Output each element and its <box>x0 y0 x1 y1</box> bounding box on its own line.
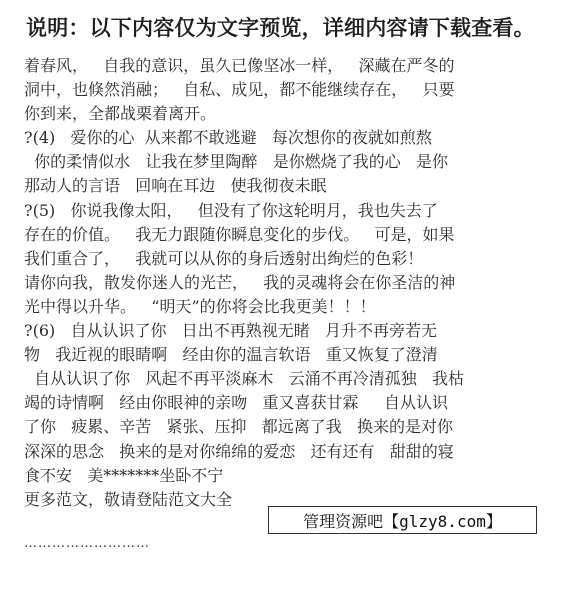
text-line: 物 我近视的眼睛啊 经由你的温言软语 重又恢复了澄清 <box>24 345 438 365</box>
text-line: 食不安 美*******坐卧不宁 <box>24 465 224 485</box>
text-line: 竭的诗情啊 经由你眼神的亲吻 重又喜获甘霖 自从认识 <box>24 393 448 413</box>
document-body <box>24 54 554 512</box>
text-line: 光中得以升华。 “明天”的你将会比我更美！！！ <box>24 296 376 316</box>
text-line: 存在的价值。 我无力跟随你瞬息变化的步伐。 可是，如果 <box>24 224 455 244</box>
text-line: ?(5) 你说我像太阳， 但没有了你这轮明月，我也失去了 <box>24 200 438 220</box>
more-articles-text: 更多范文，敬请登陆范文大全 <box>24 489 233 509</box>
text-line: 那动人的言语 回响在耳边 使我彻夜未眠 <box>24 176 327 196</box>
preview-notice: 说明：以下内容仅为文字预览，详细内容请下载查看。 <box>26 16 535 40</box>
text-line: 你到来，全都战栗着离开。 <box>24 104 217 124</box>
text-line: 请你向我，散发你迷人的光芒， 我的灵魂将会在你圣洁的神 <box>24 272 456 292</box>
text-line: ?(6) 自从认识了你 日出不再熟视无睹 月升不再旁若无 <box>24 321 438 341</box>
text-line: 我们重合了， 我就可以从你的身后透射出绚烂的色彩！ <box>24 248 424 268</box>
text-line: 洞中，也倏然消融； 自私、成见，都不能继续存在， 只要 <box>24 80 455 100</box>
text-line: 你的柔情似水 让我在梦里陶醉 是你燃烧了我的心 是你 <box>24 152 448 172</box>
text-line: 深深的思念 换来的是对你绵绵的爱恋 还有还有 甜甜的寝 <box>24 441 454 461</box>
text-line: 着春风， 自我的意识，虽久已像坚冰一样， 深藏在严冬的 <box>24 56 455 75</box>
dotted-leader: ……………………… <box>24 536 150 551</box>
site-watermark-badge: 管理资源吧【glzy8.com】 <box>268 506 537 534</box>
text-line: 了你 疲累、辛苦 紧张、压抑 都远离了我 换来的是对你 <box>24 417 454 437</box>
text-line: 自从认识了你 风起不再平淡麻木 云涌不再冷清孤独 我枯 <box>24 369 464 389</box>
text-line: ?(4) 爱你的心 从来都不敢逃避 每次想你的夜就如煎熬 <box>24 128 432 148</box>
